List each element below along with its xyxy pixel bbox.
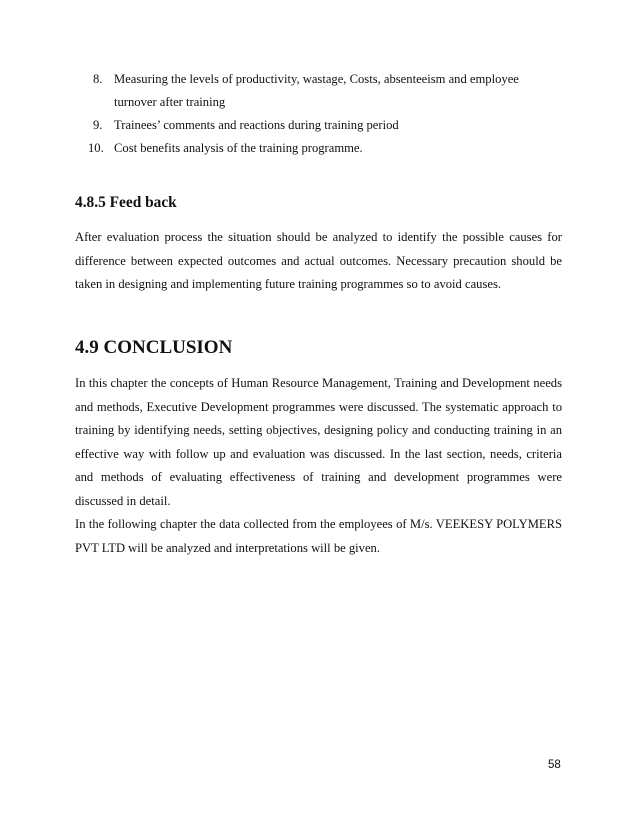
- list-item: [88, 137, 563, 160]
- list-item-text: Measuring the levels of productivity, wastage, Costs, absenteeism and employee turnover after training: [114, 72, 519, 109]
- feedback-paragraph: After evaluation process the situation should be analyzed to identify the possible causes for difference between expected outcomes and actual outcomes. Necessary precaution should be taken in designing and implementing future training programmes so to avoid causes.: [75, 230, 562, 292]
- evaluation-criteria-list: [88, 68, 563, 160]
- conclusion-heading: 4.9 CONCLUSION: [75, 337, 233, 358]
- list-item: [93, 114, 563, 137]
- list-item: [93, 68, 563, 114]
- list-item-number: 10.: [88, 141, 104, 155]
- page-number: 58: [548, 759, 561, 771]
- feedback-heading: 4.8.5 Feed back: [75, 194, 177, 211]
- list-item-text: Trainees’ comments and reactions during training period: [114, 118, 399, 132]
- conclusion-paragraph-1: In this chapter the concepts of Human Resource Management, Training and Development needs and methods, Executive Development programmes were discussed. The systematic approach to training by identifying needs, setting objectives, designing policy and conducting training in an effective way with follow up and evaluation was discussed. In the last section, needs, criteria and methods of evaluating effectiveness of training and development programmes were discussed in detail.: [75, 376, 562, 508]
- conclusion-paragraph-2: In the following chapter the data collected from the employees of M/s. VEEKESY POLYMERS PVT LTD will be analyzed and interpretations will be given.: [75, 517, 562, 555]
- list-item-number: 8.: [93, 72, 103, 86]
- list-item-text: Cost benefits analysis of the training programme.: [114, 141, 363, 155]
- list-item-number: 9.: [93, 118, 103, 132]
